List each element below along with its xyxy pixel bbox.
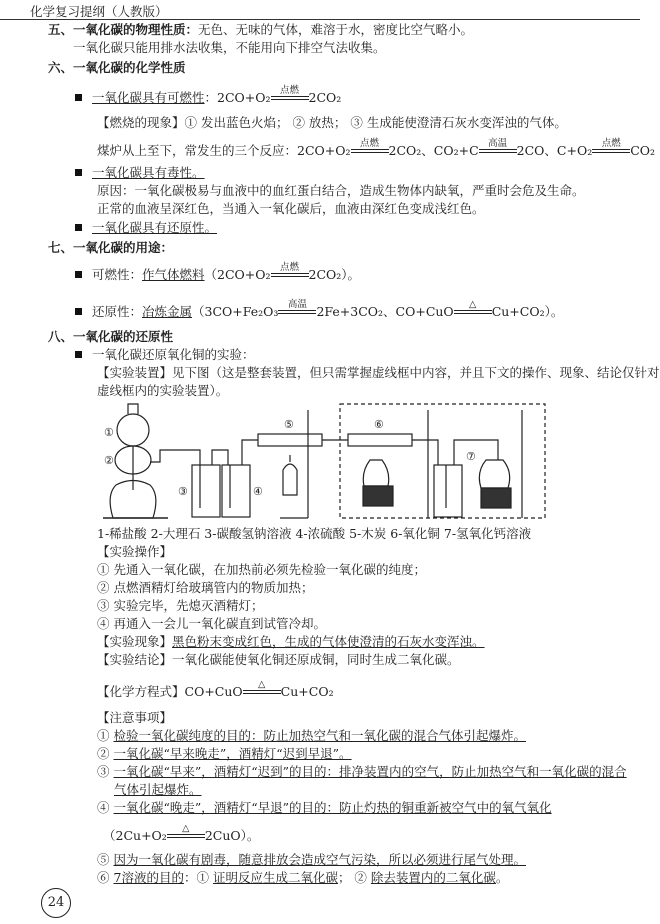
reaction-condition: 点燃: [280, 262, 300, 273]
section-5: [48, 22, 473, 38]
phen-tag: 【实验现象】: [97, 634, 173, 649]
note-num: ①: [97, 728, 110, 743]
use-reducing: [75, 299, 564, 320]
note-6-u1: 7溶液的目的: [113, 870, 184, 885]
phenomenon: [97, 634, 485, 650]
label-7: ⑦: [466, 450, 476, 463]
lamp-7: [479, 460, 509, 488]
section-7-title: 七、一氧化碳的用途：: [48, 240, 174, 255]
n4-eq-right: 2CuO）。: [204, 828, 260, 843]
label-4: ④: [253, 485, 263, 498]
coal-mid: 2CO₂、CO₂+C: [388, 143, 479, 158]
conc-tag: 【实验结论】: [97, 652, 173, 667]
note-3: [97, 764, 627, 780]
op-2: ② 点燃酒精灯给玻璃管内的物质加热；: [97, 580, 314, 595]
bottle-limewater: [434, 465, 462, 517]
s6-p1-head: 一氧化碳具有可燃性: [92, 90, 205, 105]
op-1: ① 先通入一氧化碳，在加热前必须先检验一氧化碳的纯度；: [97, 562, 426, 577]
eq-tag: 【化学方程式】: [97, 684, 185, 699]
lamp-5: [283, 464, 297, 495]
note-6: [97, 870, 508, 886]
reaction-condition: 高温: [488, 138, 508, 149]
conc-text: 一氧化碳能使氧化铜还原成铜，同时生成二氧化碳。: [172, 652, 460, 667]
label-6: ⑥: [374, 418, 384, 431]
reaction-condition: 点燃: [601, 138, 621, 149]
device-line2: 虚线框内的实验装置）。: [97, 383, 229, 398]
eq-left: CO+CuO: [184, 684, 243, 699]
apparatus-diagram: [98, 400, 548, 520]
note-num: ③: [97, 764, 110, 779]
s6-p2-line2: 正常的血液呈深红色，当通入一氧化碳后，血液由深红色变成浅红色。: [97, 201, 485, 216]
note-6-m: ：①: [183, 870, 213, 885]
burn-tag: 【燃烧的现象】: [97, 115, 185, 130]
note-2: [97, 746, 352, 762]
note-6-m2: ； ②: [337, 870, 371, 885]
op-4: ④ 再通入一会儿一氧化碳直到试管冷却。: [97, 616, 326, 631]
note-6-end: 。: [495, 870, 509, 885]
use1-underlined: 作气体燃料: [142, 267, 205, 282]
reaction-arrow: [243, 679, 281, 698]
lamp-base: [363, 486, 393, 506]
coal-mid2: 2CO、C+O₂: [516, 143, 593, 158]
use1-label: 可燃性：: [92, 267, 143, 282]
use2-label: 还原性：: [92, 304, 143, 319]
reaction-arrow: [351, 138, 389, 157]
page-number: 24: [41, 888, 71, 918]
experiment-text: 一氧化碳还原氧化铜的实验：: [92, 347, 255, 362]
device-line1: 【实验装置】见下图（这是整套装置，但只需掌握虚线框中内容，并且下文的操作、现象、结论仅针对: [97, 365, 660, 380]
header-rule: [0, 19, 640, 20]
op-3: ③ 实验完毕，先熄灭酒精灯；: [97, 598, 264, 613]
label-2: ②: [104, 454, 114, 467]
bullet-square-icon: [75, 169, 82, 176]
section-5-text: 无色、无味的气体，难溶于水，密度比空气略小。: [198, 22, 474, 37]
use2-eq-right: Cu+CO₂）。: [491, 304, 564, 319]
reaction-condition: 高温: [287, 299, 307, 310]
note-4-text: 一氧化碳“晚走”，酒精灯“早退”的目的：防止灼热的铜重新被空气中的氧气氧化: [113, 800, 552, 815]
note-num: ②: [97, 746, 110, 761]
note-num: ⑥: [97, 870, 110, 885]
label-5: ⑤: [284, 418, 294, 431]
n4-eq-left: （2Cu+O₂: [103, 828, 167, 843]
s6-p1-eq-right: 2CO₂: [308, 90, 342, 105]
use2-eq-left: （3CO+Fe₂O₃: [192, 304, 279, 319]
note-num: ⑤: [97, 852, 110, 867]
phen-text: 黑色粉末变成红色，生成的气体使澄清的石灰水变浑浊。: [172, 634, 485, 649]
reaction-condition: △: [258, 679, 266, 690]
kipp-top-bulb: [117, 414, 149, 446]
lamp-6: [363, 460, 389, 486]
bottle-h2so4: [222, 465, 250, 517]
reaction-arrow: [271, 262, 309, 281]
label-1: ①: [104, 426, 114, 439]
note-1: [97, 728, 526, 744]
section-5-note: 一氧化碳只能用排水法收集，不能用向下排空气法收集。: [73, 40, 386, 55]
reaction-condition: △: [182, 823, 190, 834]
burn-text: ① 发出蓝色火焰； ② 放热； ③ 生成能使澄清石灰水变浑浊的气体。: [184, 115, 567, 130]
reaction-arrow: [454, 299, 492, 318]
note-4: [97, 800, 552, 816]
note-3-text: 一氧化碳“早来”，酒精灯“迟到”的目的：排净装置内的空气，防止加热空气和一氧化碳的混合: [113, 764, 627, 779]
bottle-nahco3: [192, 465, 220, 517]
bullet-square-icon: [75, 308, 82, 315]
note-6-u3: 除去装置内的二氧化碳: [370, 870, 496, 885]
eq-right: Cu+CO₂: [280, 684, 334, 699]
note-5: [97, 852, 526, 868]
note-6-u2: 证明反应生成二氧化碳: [212, 870, 338, 885]
use2-eq-mid: 2Fe+3CO₂、CO+CuO: [316, 304, 454, 319]
bullet-square-icon: [75, 351, 82, 358]
s6-point-3: [75, 220, 217, 236]
s6-p2-line1: 原因：一氧化碳极易与血液中的血红蛋白结合，造成生物体内缺氧，严重时会危及生命。: [97, 183, 585, 198]
label-3: ③: [178, 485, 188, 498]
note-1-text: 检验一氧化碳纯度的目的：防止加热空气和一氧化碳的混合气体引起爆炸。: [113, 728, 527, 743]
reaction-arrow: [592, 138, 630, 157]
page-header: [0, 0, 640, 20]
reaction-condition: △: [469, 299, 477, 310]
equation: [97, 679, 334, 700]
s6-p1-eq-left: ：2CO+O₂: [204, 90, 271, 105]
note-tag: 【注意事项】: [97, 710, 173, 725]
reaction-arrow: [167, 823, 205, 842]
burn-phenomenon: [97, 115, 567, 131]
section-6-title: 六、一氧化碳的化学性质: [48, 60, 186, 75]
tube-cuo: [348, 434, 412, 446]
use2-underlined: 冶炼金属: [142, 304, 193, 319]
s6-point-1: [75, 85, 342, 106]
note-num: ④: [97, 800, 110, 815]
reaction-arrow: [271, 85, 309, 104]
s6-p3-head: 一氧化碳具有还原性。: [92, 220, 218, 235]
note-3-cont: 气体引起爆炸。: [114, 782, 202, 797]
experiment-title: [75, 347, 255, 363]
coal-reactions: [97, 138, 656, 159]
s6-p2-head: 一氧化碳具有毒性。: [92, 165, 205, 180]
conclusion: [97, 652, 460, 668]
bullet-square-icon: [75, 94, 82, 101]
section-8-title: 八、一氧化碳的还原性: [48, 329, 174, 344]
reaction-condition: 点燃: [359, 138, 379, 149]
op-tag: 【实验操作】: [97, 544, 173, 559]
coal-text: 煤炉从上至下，常发生的三个反应：2CO+O₂: [97, 143, 351, 158]
note-2-text: 一氧化碳“早来晚走”，酒精灯“迟到早退”。: [113, 746, 352, 761]
use1-eq-left: （2CO+O₂: [204, 267, 271, 282]
reaction-arrow: [479, 138, 517, 157]
note-5-text: 因为一氧化碳有剧毒，随意排放会造成空气污染，所以必须进行尾气处理。: [113, 852, 527, 867]
s6-point-2: [75, 165, 205, 181]
tube-charcoal: [258, 434, 322, 446]
diagram-legend: 1-稀盐酸 2-大理石 3-碳酸氢钠溶液 4-浓硫酸 5-木炭 6-氧化铜 7-氢氧化钙溶液: [97, 526, 532, 541]
coal-end: CO₂: [630, 143, 656, 158]
bullet-square-icon: [75, 271, 82, 278]
use1-eq-right: 2CO₂）。: [308, 267, 361, 282]
section-5-title: 五、一氧化碳的物理性质：: [48, 22, 199, 37]
use-combustible: [75, 262, 361, 283]
reaction-arrow: [278, 299, 316, 318]
note-4-eq: [103, 823, 260, 844]
bullet-square-icon: [75, 224, 82, 231]
reaction-condition: 点燃: [280, 85, 300, 96]
header-title: 化学复习提纲（人教版）: [30, 4, 168, 19]
